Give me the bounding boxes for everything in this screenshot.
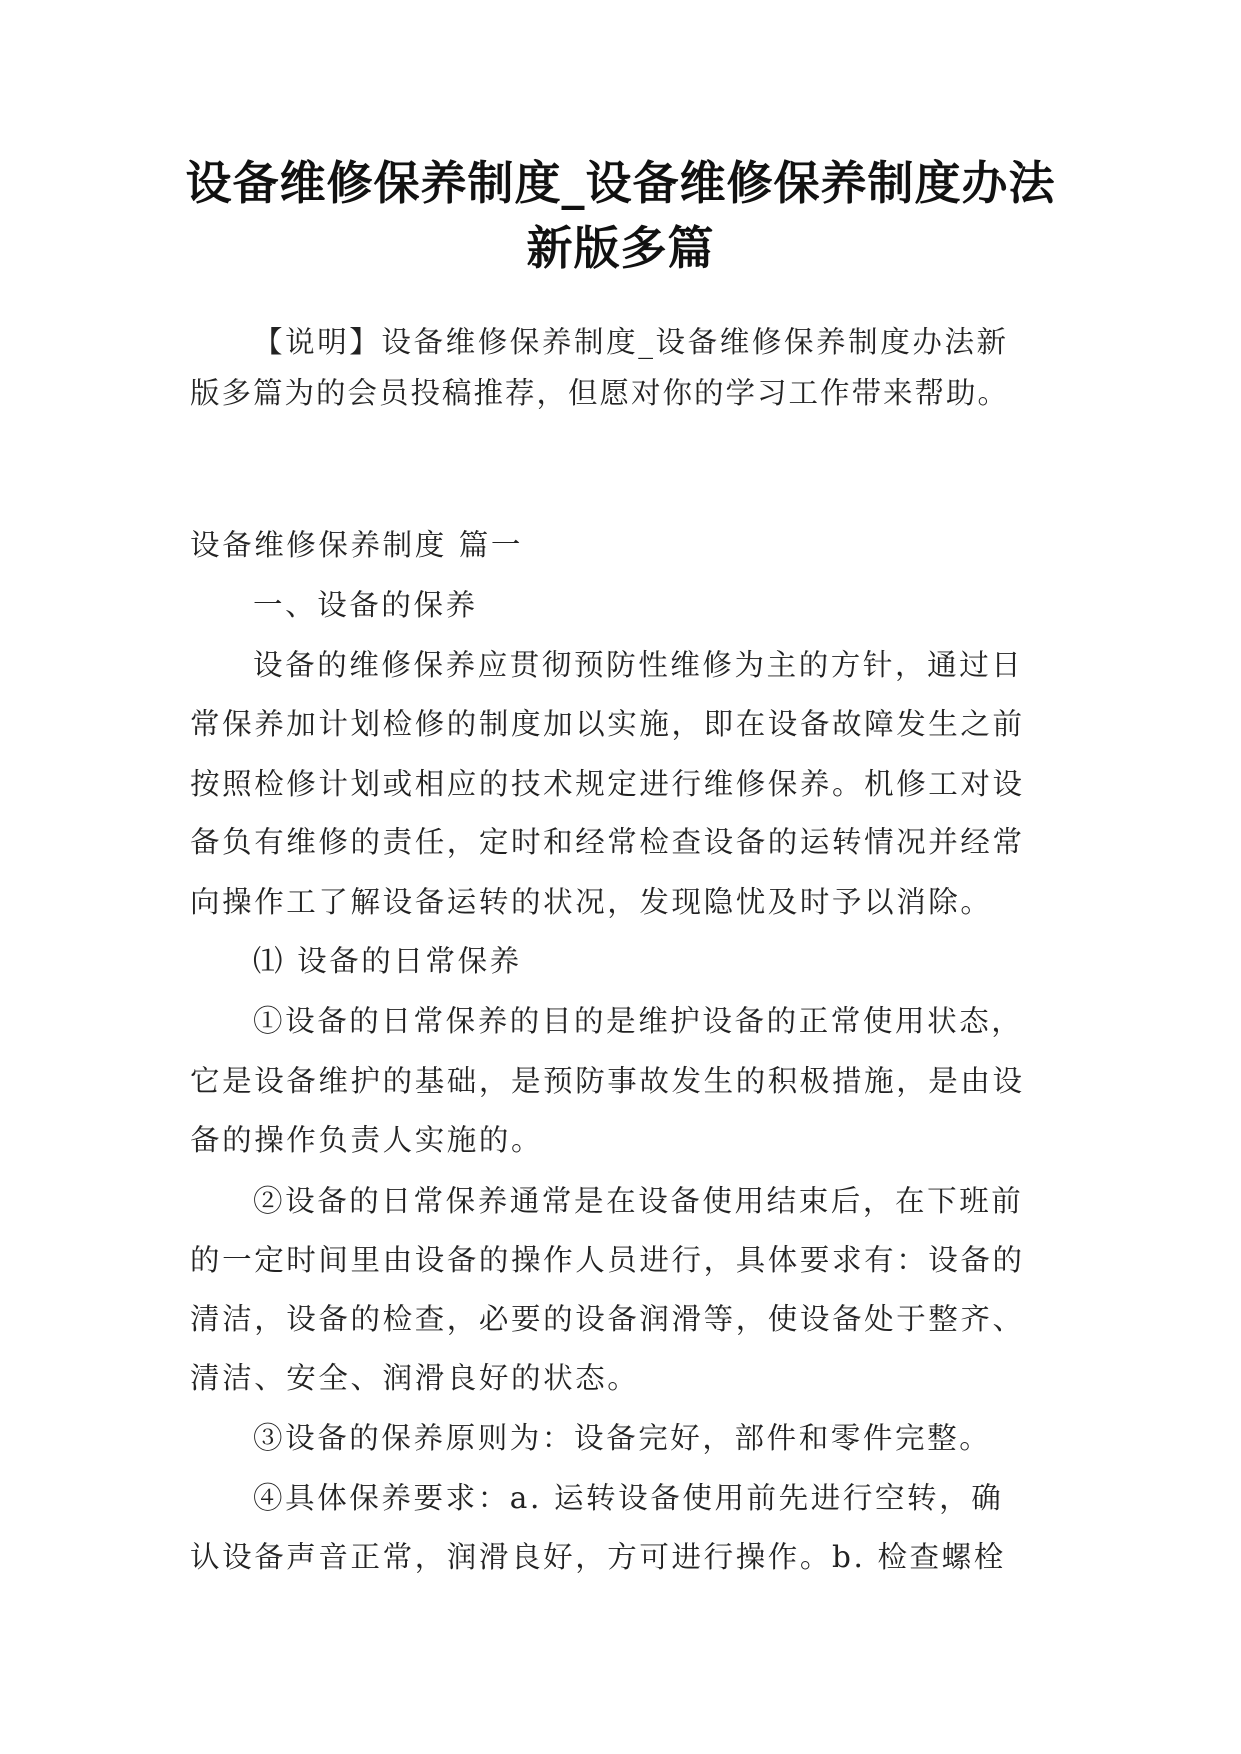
paragraph-line: 按照检修计划或相应的技术规定进行维修保养。机修工对设	[190, 767, 1025, 801]
intro-paragraph-line-1: 【说明】设备维修保养制度_设备维修保养制度办法新	[253, 325, 1009, 359]
paragraph-line: 设备的维修保养应贯彻预防性维修为主的方针，通过日	[253, 648, 1024, 682]
paragraph-line: 备负有维修的责任，定时和经常检查设备的运转情况并经常	[190, 825, 1025, 859]
paragraph-line: 它是设备维护的基础，是预防事故发生的积极措施，是由设	[190, 1064, 1025, 1098]
paragraph-line: 向操作工了解设备运转的状况，发现隐忧及时予以消除。	[190, 885, 993, 919]
intro-paragraph-line-2: 版多篇为的会员投稿推荐，但愿对你的学习工作带来帮助。	[190, 376, 1010, 410]
document-title-line-1: 设备维修保养制度_设备维修保养制度办法	[185, 156, 1056, 210]
paragraph-line: 清洁、安全、润滑良好的状态。	[190, 1361, 640, 1395]
section-heading: 设备维修保养制度 篇一	[190, 528, 523, 562]
paragraph-line: 常保养加计划检修的制度加以实施，即在设备故障发生之前	[190, 707, 1025, 741]
document-title-line-2: 新版多篇	[526, 221, 715, 275]
paragraph-line: 认设备声音正常，润滑良好，方可进行操作。b. 检查螺栓	[190, 1540, 1006, 1574]
paragraph-line: ①设备的日常保养的目的是维护设备的正常使用状态，	[253, 1004, 1024, 1038]
paragraph-line: ②设备的日常保养通常是在设备使用结束后，在下班前	[253, 1184, 1024, 1218]
list-heading: ⑴ 设备的日常保养	[253, 944, 522, 978]
paragraph-line: 备的操作负责人实施的。	[190, 1123, 544, 1157]
paragraph-line: ④具体保养要求：a. 运转设备使用前先进行空转，确	[253, 1481, 1004, 1515]
paragraph-line: 清洁，设备的检查，必要的设备润滑等，使设备处于整齐、	[190, 1302, 1025, 1336]
subsection-heading: 一、设备的保养	[253, 588, 478, 622]
paragraph-line: 的一定时间里由设备的操作人员进行，具体要求有：设备的	[190, 1243, 1025, 1277]
paragraph-line: ③设备的保养原则为：设备完好，部件和零件完整。	[253, 1421, 992, 1455]
